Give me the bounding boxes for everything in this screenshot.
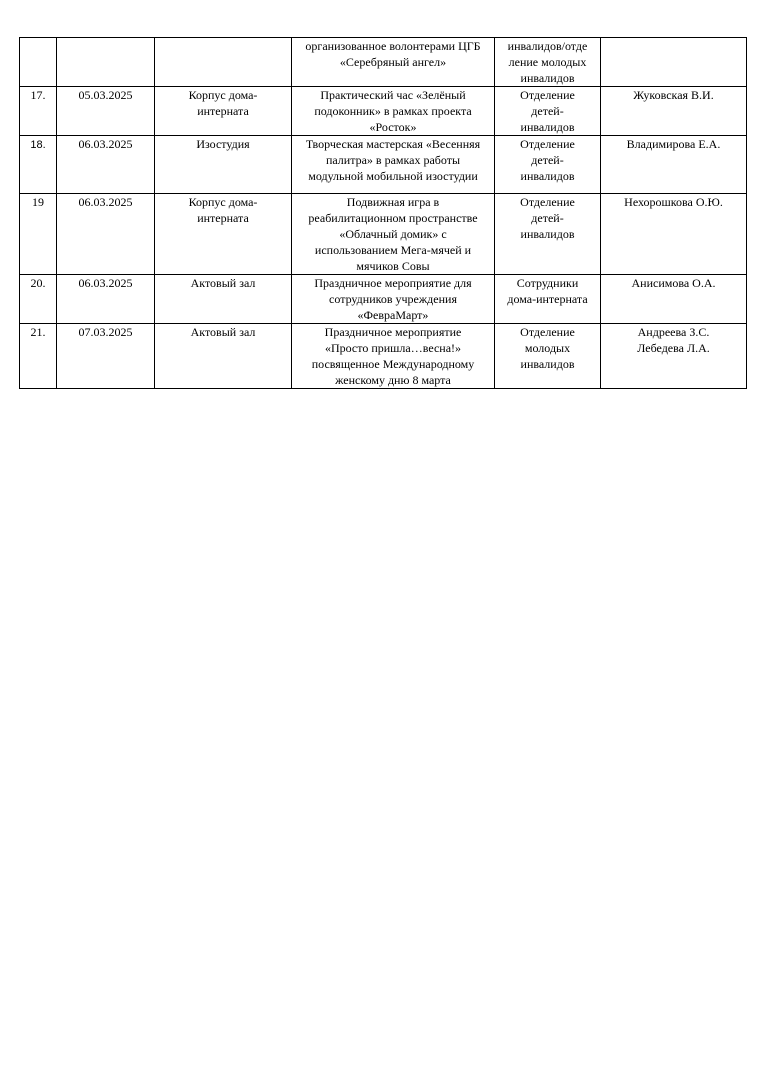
responsible-cell [601, 194, 747, 275]
event-description-line: «Росток» [369, 120, 417, 134]
row-number-cell [20, 194, 57, 275]
event-description-line: Творческая мастерская «Весенняя [305, 137, 481, 151]
place-line: интерната [197, 104, 249, 118]
table-body [20, 38, 747, 389]
date-cell [57, 194, 155, 275]
place-cell [155, 324, 292, 389]
responsible-line: Лебедева Л.А. [637, 341, 710, 355]
place-line: интерната [197, 211, 249, 225]
events-schedule-table [19, 37, 747, 389]
table-row [20, 324, 747, 389]
date-text: 06.03.2025 [78, 195, 133, 209]
event-description-line: сотрудников учреждения [329, 292, 457, 306]
table-row [20, 136, 747, 194]
place-cell [155, 275, 292, 324]
audience-line: Отделение [520, 88, 575, 102]
place-line: Изостудия [196, 137, 250, 151]
event-description-cell [292, 87, 495, 136]
audience-line: дома-интерната [507, 292, 588, 306]
date-cell [57, 136, 155, 194]
audience-cell [495, 87, 601, 136]
event-description-line: женскому дню 8 марта [335, 373, 451, 387]
event-description-cell [292, 38, 495, 87]
table-row [20, 38, 747, 87]
responsible-line: Андреева З.С. [637, 325, 710, 339]
row-number-cell [20, 87, 57, 136]
event-description-line: Практический час «Зелёный [320, 88, 466, 102]
place-line: Актовый зал [190, 325, 256, 339]
row-number-text: 21. [30, 325, 46, 339]
audience-line: Сотрудники [516, 276, 579, 290]
audience-cell [495, 324, 601, 389]
place-line: Актовый зал [190, 276, 256, 290]
event-description-line: Подвижная игра в [346, 195, 440, 209]
audience-line: ление молодых [508, 55, 587, 69]
audience-line: детей- [531, 104, 564, 118]
event-description-cell [292, 324, 495, 389]
audience-line: инвалидов/отде [507, 39, 588, 53]
table-row [20, 275, 747, 324]
audience-cell [495, 275, 601, 324]
responsible-cell [601, 136, 747, 194]
event-description-cell [292, 194, 495, 275]
audience-line: молодых [524, 341, 571, 355]
audience-line: Отделение [520, 325, 575, 339]
place-cell [155, 194, 292, 275]
event-description-line: мячиков Совы [356, 259, 430, 273]
row-number-cell [20, 38, 57, 87]
event-description-line: Праздничное мероприятие [324, 325, 462, 339]
event-description-line: «ФевраМарт» [357, 308, 429, 322]
row-number-text: 19 [32, 195, 44, 209]
row-number-text: 20. [30, 276, 46, 290]
event-description-line: посвященное Международному [311, 357, 475, 371]
event-description-cell [292, 275, 495, 324]
audience-line: инвалидов [520, 120, 575, 134]
responsible-cell [601, 275, 747, 324]
event-description-cell [292, 136, 495, 194]
place-cell [155, 87, 292, 136]
row-number-cell [20, 136, 57, 194]
event-description-line: использованием Мега-мячей и [314, 243, 472, 257]
date-text: 06.03.2025 [78, 137, 133, 151]
audience-line: инвалидов [520, 71, 575, 85]
event-description-line: подоконник» в рамках проекта [314, 104, 472, 118]
row-number-cell [20, 275, 57, 324]
date-text: 06.03.2025 [78, 276, 133, 290]
responsible-line: Жуковская В.И. [633, 88, 714, 102]
event-description-line: «Просто пришла…весна!» [324, 341, 462, 355]
place-line: Корпус дома- [188, 195, 258, 209]
row-number-text: 17. [30, 88, 46, 102]
event-description-line: «Серебряный ангел» [339, 55, 447, 69]
audience-cell [495, 136, 601, 194]
event-description-line: организованное волонтерами ЦГБ [305, 39, 481, 53]
date-text: 07.03.2025 [78, 325, 133, 339]
event-description-line: модульной мобильной изостудии [308, 169, 478, 183]
event-description-line: Праздничное мероприятие для [314, 276, 472, 290]
audience-line: инвалидов [520, 169, 575, 183]
audience-line: детей- [531, 153, 564, 167]
date-text: 05.03.2025 [78, 88, 133, 102]
audience-line: детей- [531, 211, 564, 225]
audience-line: Отделение [520, 195, 575, 209]
place-line: Корпус дома- [188, 88, 258, 102]
audience-line: Отделение [520, 137, 575, 151]
audience-line: инвалидов [520, 227, 575, 241]
event-description-line: «Облачный домик» с [339, 227, 447, 241]
row-number-cell [20, 324, 57, 389]
responsible-line: Анисимова О.А. [631, 276, 716, 290]
audience-cell [495, 194, 601, 275]
table-row [20, 194, 747, 275]
audience-line: инвалидов [520, 357, 575, 371]
place-cell [155, 136, 292, 194]
responsible-cell [601, 87, 747, 136]
responsible-cell [601, 324, 747, 389]
place-cell [155, 38, 292, 87]
event-description-line: реабилитационном пространстве [308, 211, 478, 225]
row-number-text: 18. [30, 139, 46, 151]
date-cell [57, 324, 155, 389]
responsible-line: Нехорошкова О.Ю. [624, 195, 723, 209]
table-row [20, 87, 747, 136]
responsible-cell [601, 38, 747, 87]
date-cell [57, 87, 155, 136]
date-cell [57, 38, 155, 87]
responsible-line: Владимирова Е.А. [626, 137, 721, 151]
date-cell [57, 275, 155, 324]
audience-cell [495, 38, 601, 87]
event-description-line: палитра» в рамках работы [325, 153, 461, 167]
